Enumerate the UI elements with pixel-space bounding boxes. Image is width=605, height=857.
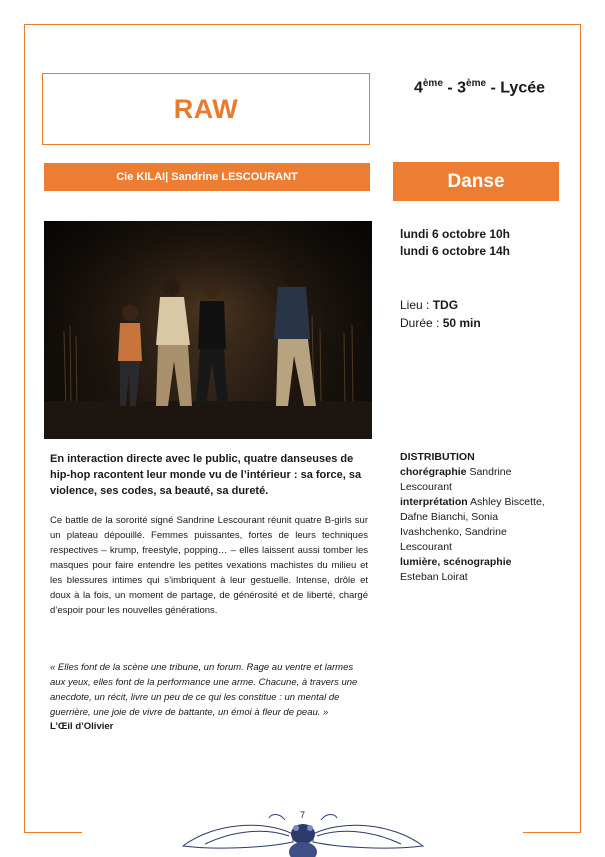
credit-choreo bbox=[400, 465, 560, 495]
lieu-label: Lieu : bbox=[400, 298, 433, 312]
company-name: Cie KILAI| Sandrine LESCOURANT bbox=[116, 171, 298, 183]
press-quote: « Elles font de la scène une tribune, un forum. Rage au ventre et larmes aux yeux, elles font de la performance une arme. Chacune, à travers une anecdote, un récit, livre un peu de ce qui les constitue : un mental de guerrière, une joie de vivre de battante, un émoi à fleur de peau. » bbox=[50, 662, 358, 718]
lead-paragraph: En interaction directe avec le public, quatre danseuses de hip-hop racontent leur monde vu de l’intérieur : sa force, sa violence, ses codes, sa beauté, sa dureté. bbox=[50, 453, 362, 497]
company-bar bbox=[44, 163, 370, 191]
lumiere-value: Esteban Loirat bbox=[400, 571, 468, 583]
duree-label: Durée : bbox=[400, 316, 443, 330]
date-1: lundi 6 octobre 10h bbox=[400, 227, 511, 241]
credit-interp bbox=[400, 495, 560, 555]
credits bbox=[400, 450, 560, 585]
level-3: 3 bbox=[457, 79, 467, 97]
level-sep: - bbox=[442, 79, 458, 97]
venue-row bbox=[400, 296, 481, 314]
page-number: 7 bbox=[299, 810, 305, 820]
lumiere-label: lumière, scénographie bbox=[400, 556, 512, 568]
show-photo bbox=[44, 221, 372, 439]
title-box bbox=[42, 73, 370, 145]
level-4: 4 bbox=[413, 79, 423, 97]
level-sep: - bbox=[486, 79, 501, 97]
venue-info bbox=[400, 296, 481, 332]
show-title: RAW bbox=[173, 93, 239, 124]
duree-value: 50 min bbox=[442, 316, 481, 330]
date-2: lundi 6 octobre 14h bbox=[400, 244, 511, 258]
genre-label: Danse bbox=[447, 170, 505, 192]
dancers-illustration bbox=[44, 221, 372, 439]
genre-bar bbox=[393, 162, 559, 201]
quote-source: L’Œil d’Olivier bbox=[50, 721, 114, 732]
bee-icon bbox=[175, 812, 431, 857]
audience-levels bbox=[392, 78, 567, 97]
frame-foot-right bbox=[523, 832, 581, 833]
credits-heading: DISTRIBUTION bbox=[400, 451, 475, 463]
duration-row bbox=[400, 314, 481, 332]
frame-foot-left bbox=[24, 832, 82, 833]
interp-label: interprétation bbox=[400, 496, 468, 508]
interp-value: Ashley Biscette, Dafne Bianchi, Sonia Ivashchenko, Sandrine Lescourant bbox=[400, 496, 545, 553]
performance-dates bbox=[400, 226, 510, 260]
credit-lumiere bbox=[400, 555, 560, 570]
level-4-sup: ème bbox=[422, 78, 443, 89]
lieu-value: TDG bbox=[432, 298, 459, 312]
choreo-label: chorégraphie bbox=[400, 466, 467, 478]
body-paragraph: Ce battle de la sororité signé Sandrine Lescourant réunit quatre B-girls sur un plateau dépouillé. Femmes puissantes, fortes de leurs techniques respectives – krump, freestyle, popping… – elles laissent aussi tomber les masques pour faire entendre les petites vexations machistes du milieu et les blessures intimes qui s’imbriquent à leur gestuelle. Intense, drôle et doux à la fois, un moment de partage, de générosité et de liberté, chargé d’espoir pour les nouvelles générations. bbox=[50, 515, 368, 616]
level-3-sup: ème bbox=[466, 78, 487, 89]
level-lycee: Lycée bbox=[500, 79, 546, 97]
choreo-value: Sandrine Lescourant bbox=[400, 466, 512, 493]
